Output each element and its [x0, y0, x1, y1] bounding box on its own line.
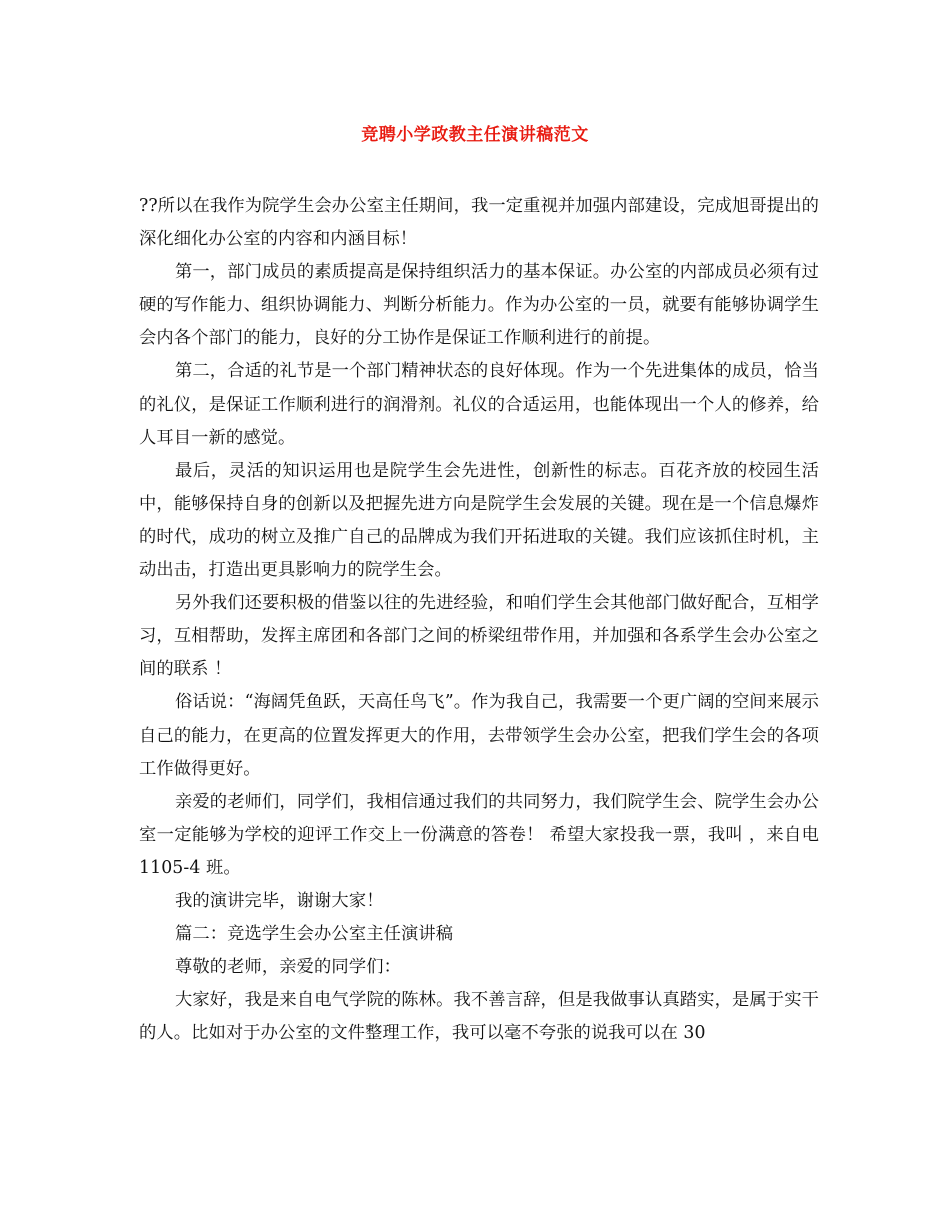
paragraph-9: 篇二：竞选学生会办公室主任演讲稿: [175, 924, 454, 945]
paragraph-7: 亲爱的老师们，同学们，我相信通过我们的共同努力，我们院学生会、院学生会办公室一定能够为学校的迎评工作交上一份满意的答卷！ 希望大家投我一票，我叫 ，来自电 1105-4 班。: [139, 791, 819, 878]
document-body: [139, 190, 819, 1050]
paragraph-4: 最后，灵活的知识运用也是院学生会先进性，创新性的标志。百花齐放的校园生活中，能够保持自身的创新以及把握先进方向是院学生会发展的关键。现在是一个信息爆炸的时代，成功的树立及推广自己的品牌成为我们开拓进取的关键。我们应该抓住时机，主动出击，打造出更具影响力的院学生会。: [139, 460, 819, 581]
paragraph-2: 第一，部门成员的素质提高是保持组织活力的基本保证。办公室的内部成员必须有过硬的写作能力、组织协调能力、判断分析能力。作为办公室的一员，就要有能够协调学生会内各个部门的能力，良好的分工协作是保证工作顺利进行的前提。: [139, 262, 819, 349]
paragraph-6: 俗话说：“海阔凭鱼跃，天高任鸟飞”。作为我自己，我需要一个更广阔的空间来展示自己的能力，在更高的位置发挥更大的作用，去带领学生会办公室，把我们学生会的各项工作做得更好。: [139, 692, 819, 779]
paragraph-1: ??所以在我作为院学生会办公室主任期间，我一定重视并加强内部建设，完成旭哥提出的深化细化办公室的内容和内涵目标！: [139, 196, 819, 250]
paragraph-8: 我的演讲完毕，谢谢大家！: [175, 890, 384, 911]
paragraph-11: 大家好，我是来自电气学院的陈林。我不善言辞，但是我做事认真踏实，是属于实干的人。比如对于办公室的文件整理工作，我可以毫不夸张的说我可以在 30: [139, 990, 819, 1044]
document-title: 竞聘小学政教主任演讲稿范文: [361, 125, 589, 145]
paragraph-3: 第二，合适的礼节是一个部门精神状态的良好体现。作为一个先进集体的成员，恰当的礼仪，是保证工作顺利进行的润滑剂。礼仪的合适运用，也能体现出一个人的修养，给人耳目一新的感觉。: [139, 361, 819, 448]
paragraph-5: 另外我们还要积极的借鉴以往的先进经验，和咱们学生会其他部门做好配合，互相学习，互相帮助，发挥主席团和各部门之间的桥梁纽带作用，并加强和各系学生会办公室之间的联系 ！: [139, 593, 819, 680]
paragraph-10: 尊敬的老师，亲爱的同学们：: [175, 957, 401, 978]
